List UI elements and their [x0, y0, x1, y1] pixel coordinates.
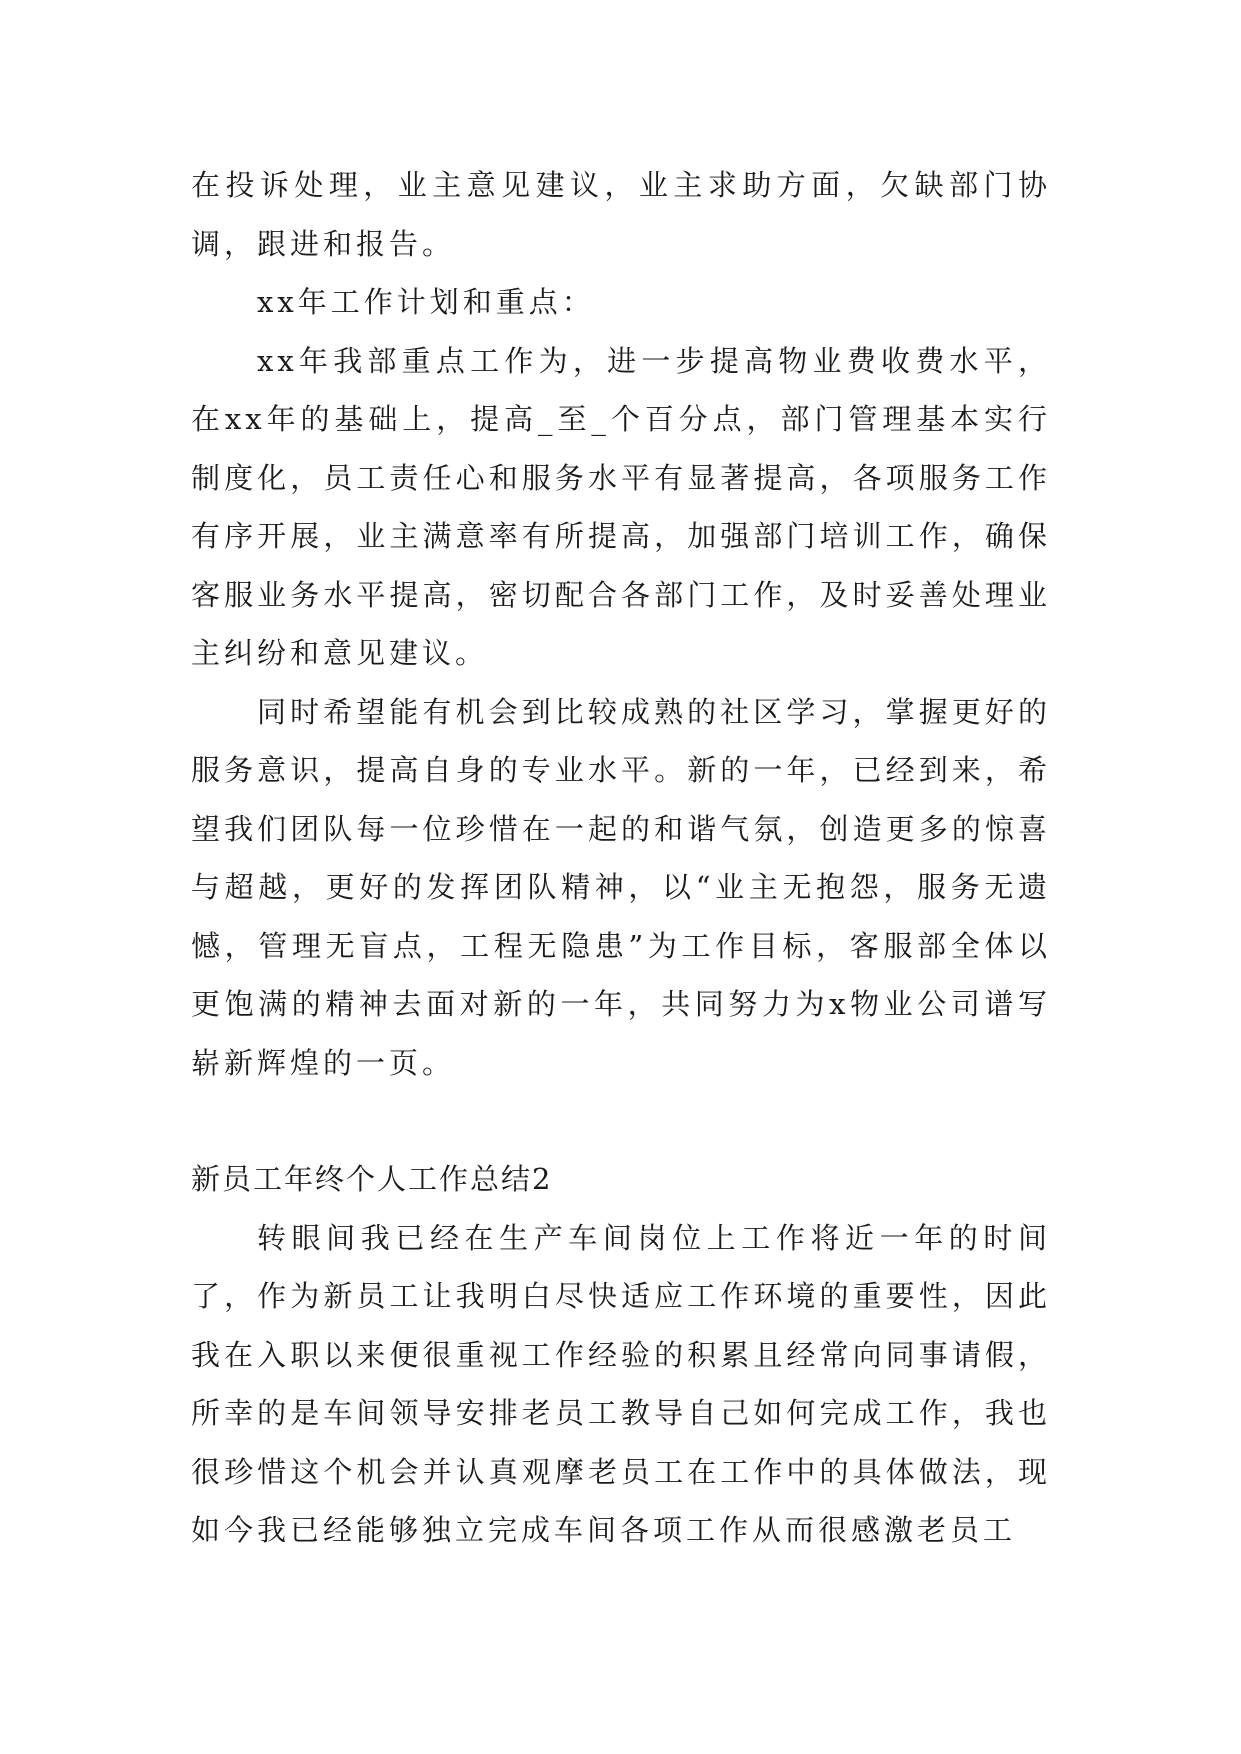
paragraph-hope: 同时希望能有机会到比较成熟的社区学习，掌握更好的服务意识，提高自身的专业水平。新的一年，已经到来，希望我们团队每一位珍惜在一起的和谐气氛，创造更多的惊喜与超越，更好的发挥团队精神，以“业主无抱怨，服务无遗憾，管理无盲点，工程无隐患”为工作目标，客服部全体以更饱满的精神去面对新的一年，共同努力为x物业公司谱写崭新辉煌的一页。 — [191, 694, 1051, 1080]
document-body — [191, 156, 1051, 1560]
paragraph-new-employee: 转眼间我已经在生产车间岗位上工作将近一年的时间了，作为新员工让我明白尽快适应工作环境的重要性，因此我在入职以来便很重视工作经验的积累且经常向同事请假，所幸的是车间领导安排老员工教导自己如何完成工作，我也很珍惜这个机会并认真观摩老员工在工作中的具体做法，现如今我已经能够独立完成车间各项工作从而很感激老员工 — [191, 1220, 1051, 1547]
paragraph-plan-focus: xx年我部重点工作为，进一步提高物业费收费水平，在xx年的基础上，提高_至_个百分点，部门管理基本实行制度化，员工责任心和服务水平有显著提高，各项服务工作有序开展，业主满意率有所提高，加强部门培训工作，确保客服业务水平提高，密切配合各部门工作，及时妥善处理业主纠纷和意见建议。 — [191, 343, 1051, 670]
section-heading: 新员工年终个人工作总结2 — [191, 1162, 553, 1196]
paragraph-complaint-handling: 在投诉处理，业主意见建议，业主求助方面，欠缺部门协调，跟进和报告。 — [191, 168, 1051, 261]
paragraph-plan-heading: xx年工作计划和重点： — [257, 285, 595, 319]
